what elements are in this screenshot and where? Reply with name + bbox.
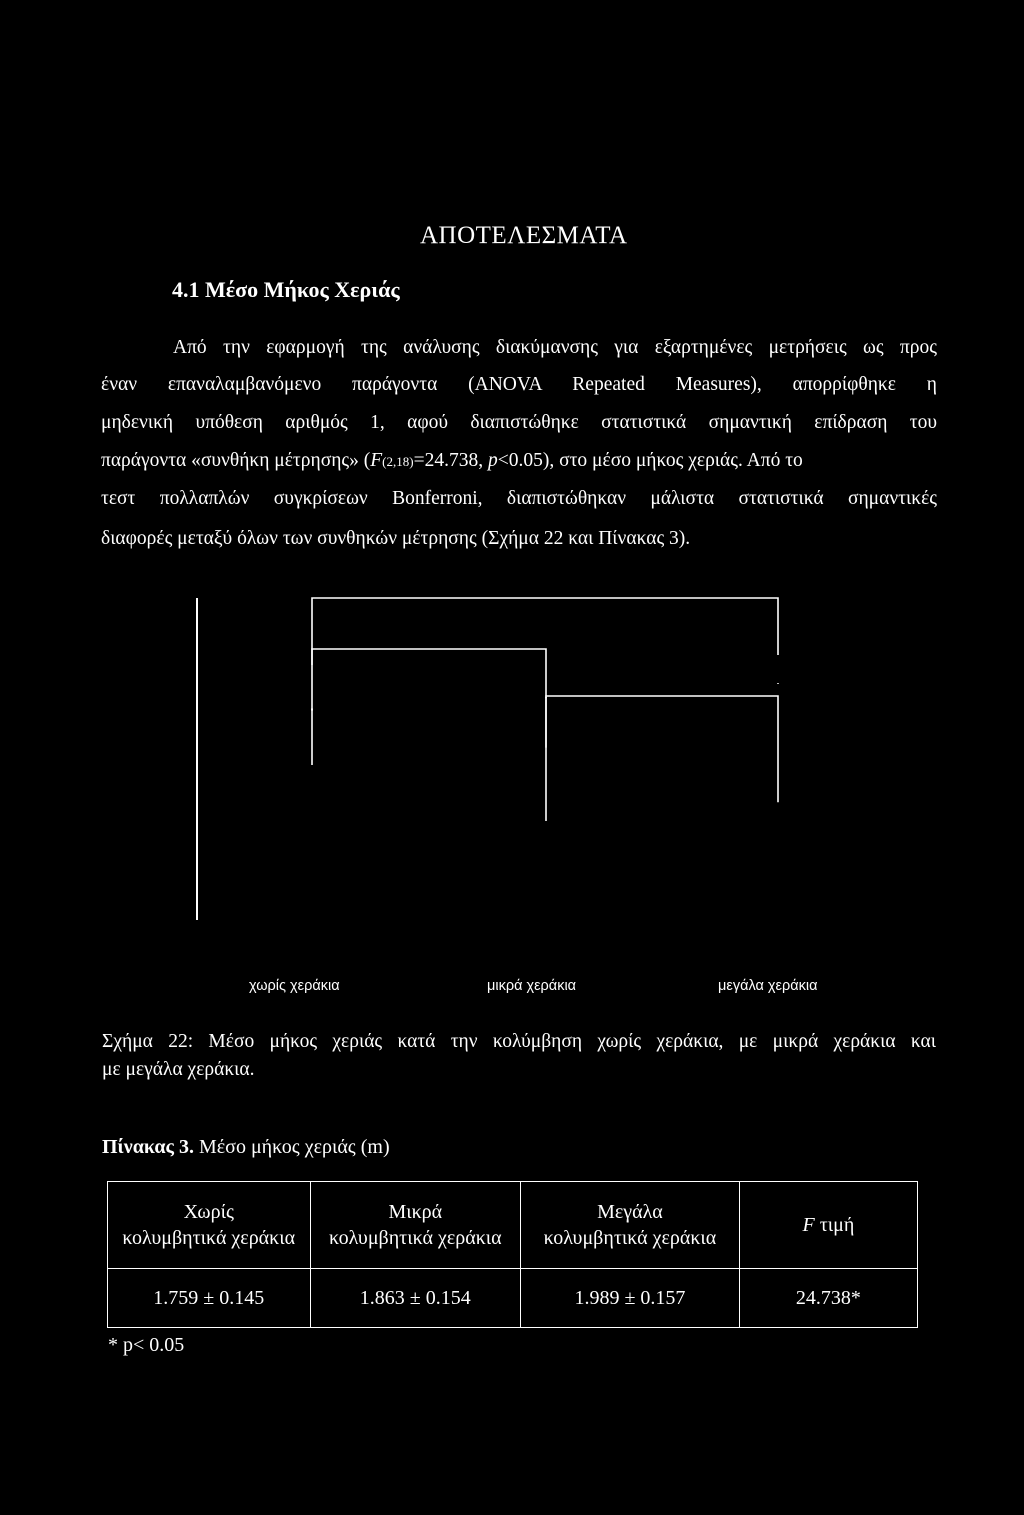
column-header [310,1182,521,1269]
table-header-row [108,1182,918,1269]
f-symbol: F [802,1214,815,1236]
bar-chart [0,590,1024,920]
header-line: κολυμβητικά χεράκια [543,1227,717,1249]
header-line: τιμή [814,1214,855,1236]
table-cell: 1.759 ± 0.145 [108,1269,311,1328]
paragraph-text: =24.738, [413,450,488,471]
table-cell: 1.863 ± 0.154 [310,1269,521,1328]
table-title [102,1136,390,1159]
table-row [108,1269,918,1328]
column-header [521,1182,740,1269]
header-line: κολυμβητικά χεράκια [328,1227,502,1249]
significance-bracket [312,598,778,665]
paragraph-text: <0.05), στο μέσο μήκος χεριάς. Από το [497,450,803,471]
paragraph-line: έναν επαναλαμβανόμενο παράγοντα (ANOVA Repeated Measures), απορρίφθηκε η [101,374,937,395]
header-line: Χωρίς [183,1201,234,1223]
table-title-text: Μέσο μήκος χεριάς (m) [193,1136,390,1158]
column-header-f [739,1182,917,1269]
chart-layer [197,598,833,920]
x-tick-label: μεγάλα χεράκια [718,978,818,994]
paragraph-line: διαφορές μεταξύ όλων των συνθηκών μέτρησης (Σχήμα 22 και Πίνακας 3). [101,528,691,549]
x-tick-label: χωρίς χεράκια [249,978,340,994]
x-tick-label: μικρά χεράκια [487,978,577,994]
paragraph-line: τεστ πολλαπλών συγκρίσεων Bonferroni, διαπιστώθηκαν μάλιστα στατιστικά σημαντικές [101,488,937,509]
f-symbol: F [370,450,383,471]
results-table [107,1181,918,1328]
p-symbol: p [487,450,498,471]
chapter-heading: ΑΠΟΤΕΛΕΣΜΑΤΑ [420,222,628,249]
paragraph-line: Από την εφαρμογή της ανάλυσης διακύμανσης για εξαρτημένες μετρήσεις ως προς [173,337,937,358]
table-cell: 1.989 ± 0.157 [521,1269,740,1328]
degrees-of-freedom: (2,18) [382,454,414,469]
column-header [108,1182,311,1269]
header-line: Μεγάλα [597,1201,663,1223]
table-footnote: * p< 0.05 [108,1334,185,1356]
header-line: Μικρά [388,1201,443,1223]
table-cell: 24.738* [739,1269,917,1328]
figure-caption-line: Σχήμα 22: Μέσο μήκος χεριάς κατά την κολύμβηση χωρίς χεράκια, με μικρά χεράκια και [102,1031,936,1052]
paragraph-line: μηδενική υπόθεση αριθμός 1, αφού διαπιστώθηκε στατιστικά σημαντική επίδραση του [101,412,937,433]
header-line: κολυμβητικά χεράκια [122,1227,296,1249]
paragraph-line [101,449,937,474]
paragraph-text: παράγοντα «συνθήκη μέτρησης» ( [101,450,371,471]
figure-caption-line: με μεγάλα χεράκια. [102,1059,255,1080]
section-title: 4.1 Μέσο Μήκος Χεριάς [172,277,400,302]
table-number: Πίνακας 3. [102,1136,194,1158]
